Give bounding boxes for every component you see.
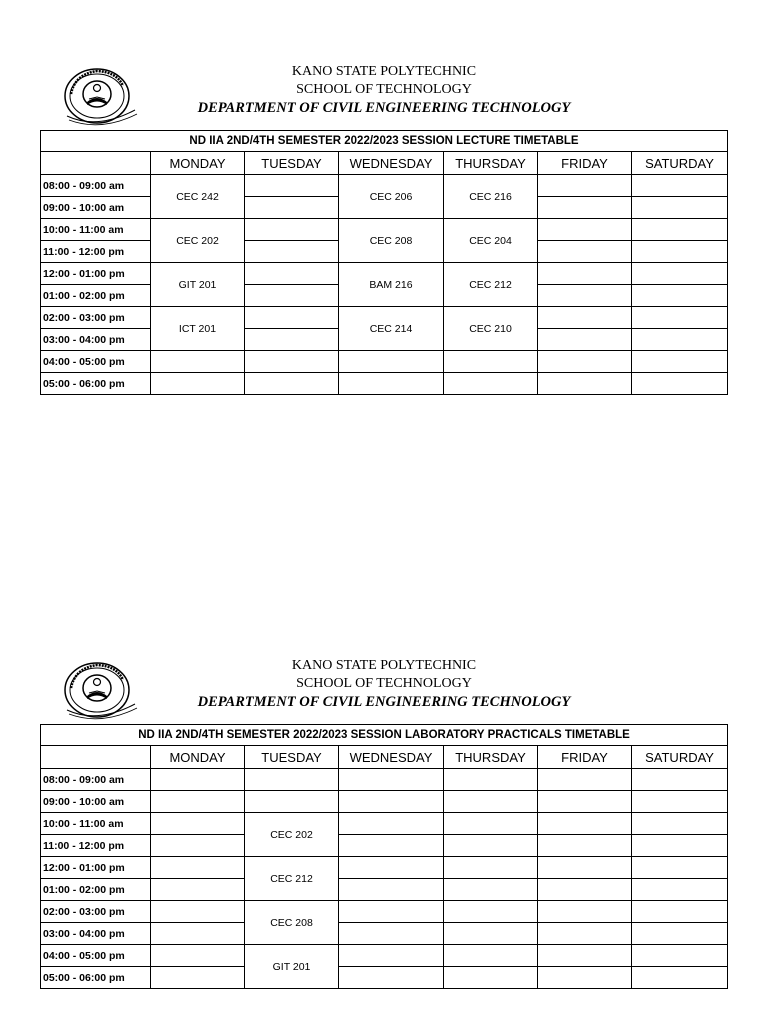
- empty-cell: [538, 945, 632, 967]
- empty-cell: [339, 901, 444, 923]
- lecture-header: [0, 64, 768, 124]
- empty-cell: [245, 791, 339, 813]
- empty-cell: [245, 197, 339, 219]
- empty-cell: [632, 373, 728, 395]
- empty-cell: [339, 923, 444, 945]
- time-slot: 03:00 - 04:00 pm: [41, 329, 151, 351]
- empty-cell: [632, 197, 728, 219]
- empty-cell: [632, 923, 728, 945]
- empty-cell: [538, 219, 632, 241]
- course-cell: GIT 201: [245, 945, 339, 989]
- empty-cell: [444, 923, 538, 945]
- corner-cell: [41, 746, 151, 769]
- empty-cell: [151, 813, 245, 835]
- empty-cell: [444, 351, 538, 373]
- empty-cell: [151, 967, 245, 989]
- time-slot: 09:00 - 10:00 am: [41, 197, 151, 219]
- empty-cell: [245, 307, 339, 329]
- empty-cell: [538, 373, 632, 395]
- department-name: DEPARTMENT OF CIVIL ENGINEERING TECHNOLOGY: [197, 100, 571, 116]
- time-slot: 01:00 - 02:00 pm: [41, 285, 151, 307]
- empty-cell: [151, 373, 245, 395]
- department-name: DEPARTMENT OF CIVIL ENGINEERING TECHNOLOGY: [197, 694, 571, 710]
- empty-cell: [339, 879, 444, 901]
- course-cell: CEC 208: [339, 219, 444, 263]
- empty-cell: [151, 901, 245, 923]
- course-cell: CEC 216: [444, 175, 538, 219]
- empty-cell: [245, 285, 339, 307]
- empty-cell: [538, 769, 632, 791]
- empty-cell: [632, 351, 728, 373]
- empty-cell: [538, 197, 632, 219]
- course-cell: CEC 206: [339, 175, 444, 219]
- empty-cell: [632, 175, 728, 197]
- day-header-wednesday: WEDNESDAY: [339, 152, 444, 175]
- empty-cell: [151, 769, 245, 791]
- course-cell: CEC 210: [444, 307, 538, 351]
- empty-cell: [151, 857, 245, 879]
- time-slot: 03:00 - 04:00 pm: [41, 923, 151, 945]
- day-header-monday: MONDAY: [151, 746, 245, 769]
- empty-cell: [538, 241, 632, 263]
- empty-cell: [151, 923, 245, 945]
- empty-cell: [632, 945, 728, 967]
- empty-cell: [444, 835, 538, 857]
- empty-cell: [632, 307, 728, 329]
- lab-timetable-title: ND IIA 2ND/4TH SEMESTER 2022/2023 SESSION LABORATORY PRACTICALS TIMETABLE: [41, 725, 728, 746]
- empty-cell: [339, 813, 444, 835]
- empty-cell: [538, 879, 632, 901]
- empty-cell: [632, 329, 728, 351]
- empty-cell: [538, 967, 632, 989]
- school-name: SCHOOL OF TECHNOLOGY: [296, 82, 472, 97]
- course-cell: CEC 202: [151, 219, 245, 263]
- course-cell: GIT 201: [151, 263, 245, 307]
- time-slot: 10:00 - 11:00 am: [41, 813, 151, 835]
- empty-cell: [444, 813, 538, 835]
- time-slot: 12:00 - 01:00 pm: [41, 263, 151, 285]
- corner-cell: [41, 152, 151, 175]
- empty-cell: [538, 791, 632, 813]
- empty-cell: [245, 175, 339, 197]
- time-slot: 10:00 - 11:00 am: [41, 219, 151, 241]
- time-slot: 02:00 - 03:00 pm: [41, 307, 151, 329]
- empty-cell: [632, 769, 728, 791]
- empty-cell: [632, 285, 728, 307]
- day-header-saturday: SATURDAY: [632, 152, 728, 175]
- empty-cell: [538, 813, 632, 835]
- empty-cell: [151, 945, 245, 967]
- time-slot: 01:00 - 02:00 pm: [41, 879, 151, 901]
- empty-cell: [339, 835, 444, 857]
- empty-cell: [632, 219, 728, 241]
- time-slot: 09:00 - 10:00 am: [41, 791, 151, 813]
- empty-cell: [538, 901, 632, 923]
- time-slot: 05:00 - 06:00 pm: [41, 373, 151, 395]
- empty-cell: [245, 351, 339, 373]
- empty-cell: [632, 263, 728, 285]
- lab-header: [0, 658, 768, 718]
- institution-name: KANO STATE POLYTECHNIC: [291, 658, 477, 673]
- empty-cell: [632, 813, 728, 835]
- course-cell: BAM 216: [339, 263, 444, 307]
- empty-cell: [538, 857, 632, 879]
- empty-cell: [444, 373, 538, 395]
- course-cell: CEC 214: [339, 307, 444, 351]
- lab-timetable: [40, 724, 728, 989]
- empty-cell: [444, 967, 538, 989]
- empty-cell: [339, 967, 444, 989]
- time-slot: 08:00 - 09:00 am: [41, 769, 151, 791]
- empty-cell: [538, 307, 632, 329]
- institution-name: KANO STATE POLYTECHNIC: [291, 64, 477, 79]
- time-slot: 04:00 - 05:00 pm: [41, 351, 151, 373]
- empty-cell: [339, 373, 444, 395]
- empty-cell: [151, 835, 245, 857]
- day-header-friday: FRIDAY: [538, 152, 632, 175]
- day-header-saturday: SATURDAY: [632, 746, 728, 769]
- empty-cell: [538, 175, 632, 197]
- empty-cell: [632, 835, 728, 857]
- empty-cell: [151, 351, 245, 373]
- empty-cell: [444, 857, 538, 879]
- day-header-monday: MONDAY: [151, 152, 245, 175]
- empty-cell: [538, 285, 632, 307]
- empty-cell: [538, 351, 632, 373]
- course-cell: CEC 202: [245, 813, 339, 857]
- course-cell: CEC 204: [444, 219, 538, 263]
- empty-cell: [339, 769, 444, 791]
- empty-cell: [538, 923, 632, 945]
- empty-cell: [632, 791, 728, 813]
- time-slot: 08:00 - 09:00 am: [41, 175, 151, 197]
- time-slot: 02:00 - 03:00 pm: [41, 901, 151, 923]
- day-header-thursday: THURSDAY: [444, 746, 538, 769]
- empty-cell: [632, 967, 728, 989]
- empty-cell: [245, 329, 339, 351]
- empty-cell: [444, 945, 538, 967]
- lecture-timetable-title: ND IIA 2ND/4TH SEMESTER 2022/2023 SESSION LECTURE TIMETABLE: [41, 131, 728, 152]
- empty-cell: [245, 241, 339, 263]
- empty-cell: [444, 769, 538, 791]
- course-cell: CEC 212: [245, 857, 339, 901]
- empty-cell: [444, 879, 538, 901]
- empty-cell: [339, 351, 444, 373]
- empty-cell: [339, 857, 444, 879]
- day-header-tuesday: TUESDAY: [245, 746, 339, 769]
- empty-cell: [245, 373, 339, 395]
- empty-cell: [632, 879, 728, 901]
- empty-cell: [245, 263, 339, 285]
- empty-cell: [538, 263, 632, 285]
- empty-cell: [339, 791, 444, 813]
- empty-cell: [632, 901, 728, 923]
- empty-cell: [245, 219, 339, 241]
- empty-cell: [444, 901, 538, 923]
- course-cell: ICT 201: [151, 307, 245, 351]
- empty-cell: [632, 857, 728, 879]
- empty-cell: [538, 835, 632, 857]
- empty-cell: [339, 945, 444, 967]
- lecture-timetable: [40, 130, 728, 395]
- day-header-tuesday: TUESDAY: [245, 152, 339, 175]
- time-slot: 05:00 - 06:00 pm: [41, 967, 151, 989]
- empty-cell: [151, 791, 245, 813]
- empty-cell: [444, 791, 538, 813]
- time-slot: 12:00 - 01:00 pm: [41, 857, 151, 879]
- course-cell: CEC 212: [444, 263, 538, 307]
- day-header-thursday: THURSDAY: [444, 152, 538, 175]
- empty-cell: [632, 241, 728, 263]
- day-header-friday: FRIDAY: [538, 746, 632, 769]
- school-name: SCHOOL OF TECHNOLOGY: [296, 676, 472, 691]
- time-slot: 11:00 - 12:00 pm: [41, 835, 151, 857]
- course-cell: CEC 242: [151, 175, 245, 219]
- empty-cell: [245, 769, 339, 791]
- empty-cell: [151, 879, 245, 901]
- time-slot: 04:00 - 05:00 pm: [41, 945, 151, 967]
- empty-cell: [538, 329, 632, 351]
- course-cell: CEC 208: [245, 901, 339, 945]
- time-slot: 11:00 - 12:00 pm: [41, 241, 151, 263]
- day-header-wednesday: WEDNESDAY: [339, 746, 444, 769]
